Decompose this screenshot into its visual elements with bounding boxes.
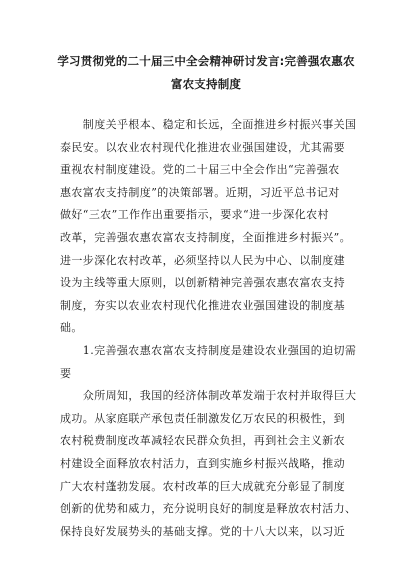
paragraph-1-line: 重视农村制度建设。党的二十届三中全会作出“完善强农 — [60, 163, 340, 177]
section-heading-line: 要 — [60, 366, 72, 380]
paragraph-2-line: 创新的优势和威力，充分说明良好的制度是释放农村活力、 — [60, 502, 357, 516]
paragraph-1-line: 泰民安。以农业农村现代化推进农业强国建设，尤其需要 — [60, 140, 345, 154]
title-line-1: 学习贯彻党的二十届三中全会精神研讨发言:完善强农惠农 — [57, 54, 355, 68]
paragraph-1-line: 进一步深化农村改革，必须坚持以人民为中心、以制度建 — [60, 253, 345, 267]
paragraph-2-line: 农村税费制度改革减轻农民群众负担，再到社会主义新农 — [60, 434, 345, 448]
paragraph-2-line: 村建设全面释放农村活力，直到实施乡村振兴战略，推动 — [60, 456, 345, 470]
section-heading-line: 1.完善强农惠农富农支持制度是建设农业强国的迫切需 — [60, 343, 357, 357]
paragraph-1-line: 设为主线等重大原则，以创新精神完善强农惠农富农支持 — [60, 276, 345, 290]
document-title — [50, 50, 362, 96]
paragraph-1-line: 做好“三农”工作作出重要指示，要求“进一步深化农村 — [60, 208, 329, 222]
paragraph-1-line: 制度，夯实以农业农村现代化推进农业强国建设的制度基 — [60, 298, 345, 312]
paragraph-1-line: 惠农富农支持制度”的决策部署。近期，习近平总书记对 — [60, 185, 340, 199]
paragraph-2-line: 众所周知，我国的经济体制改革发端于农村并取得巨大 — [60, 389, 357, 403]
title-line-2: 富农支持制度 — [170, 77, 242, 91]
paragraph-2-line: 广大农村蓬勃发展。农村改革的巨大成就充分彰显了制度 — [60, 479, 345, 493]
paragraph-2-line: 成功。从家庭联产承包责任制激发亿万农民的积极性，到 — [60, 411, 345, 425]
paragraph-1-line: 改革，完善强农惠农富农支持制度，全面推进乡村振兴”。 — [60, 230, 352, 244]
paragraph-1-line: 制度关乎根本、稳定和长远，全面推进乡村振兴事关国 — [60, 118, 357, 131]
paragraph-1-line: 础。 — [60, 321, 83, 335]
paragraph-2-line: 保持良好发展势头的基础支撑。党的十八大以来，以习近 — [60, 524, 345, 538]
document-body — [60, 114, 360, 543]
